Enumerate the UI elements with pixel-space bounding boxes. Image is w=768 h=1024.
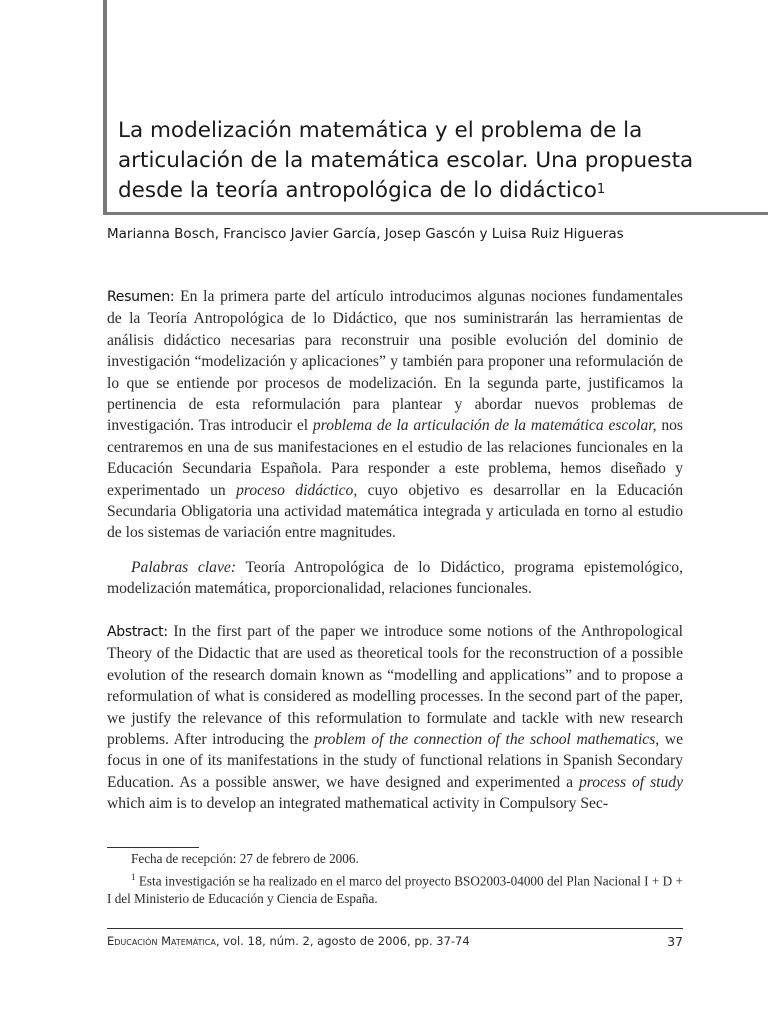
abstract-text-1: In the first part of the paper we introduce some notions of the Anthropological Theory of the Didactic that are used as theoretical tools for the reconstruction of a possible evolution of the research domain known as “modelling and applications” and to propose a reformulation of what is considered as modelling processes. In the second part of the paper, we justify the relevance of this reformulation to formulate and tackle with new research problems. After introducing the — [107, 623, 683, 749]
received-date: Fecha de recepción: 27 de febrero de 2006. — [131, 851, 359, 866]
page-number: 37 — [667, 934, 683, 949]
resumen-label: Resumen: — [107, 289, 175, 305]
title-vertical-rule — [103, 0, 107, 214]
article-title — [118, 116, 748, 206]
keywords-label: Palabras clave: — [131, 559, 237, 576]
article-title-text: La modelización matemática y el problema de la articulación de la matemática escolar. Una propuesta desde la teoría antropológica de lo didáctico — [118, 118, 694, 203]
footnote-1-mark: 1 — [131, 872, 136, 882]
keywords-text: Teoría Antropológica de lo Didáctico, programa epistemológico, modelización matemática, proporcionalidad, relaciones funcionales. — [107, 559, 684, 598]
page-footer — [107, 934, 683, 952]
abstract-text-2: we focus in one of its manifestations in the study of functional relations in Spanish Secondary Education. As a possible answer, we have designed and experimented a — [107, 731, 683, 791]
journal-name: Educación Matemática — [107, 934, 216, 948]
footer-rule — [107, 928, 683, 929]
abstract-paragraph — [107, 621, 683, 815]
authors: Marianna Bosch, Francisco Javier García, Josep Gascón y Luisa Ruiz Higueras — [107, 226, 624, 242]
abstract-emphasis-2: process of study — [578, 773, 683, 791]
journal-details: , vol. 18, núm. 2, agosto de 2006, pp. 37-74 — [215, 934, 470, 948]
footnote-1-text: Esta investigación se ha realizado en el marco del proyecto BSO2003-04000 del Plan Nacional I + D + I del Ministerio de Educación y Ciencia de España. — [107, 873, 683, 907]
footnote-1 — [107, 868, 683, 908]
resumen-text-2: nos centraremos en una de sus manifestaciones en el estudio de las relaciones funcionales en la Educación Secundaria Española. Para responder a este problema, hemos diseñado y experimentado un — [107, 417, 684, 499]
title-footnote-mark: 1 — [596, 182, 606, 197]
abstract-text-3: which aim is to develop an integrated mathematical activity in Compulsory Sec- — [107, 795, 609, 813]
keywords-paragraph — [107, 557, 683, 600]
footnote-rule — [107, 847, 199, 848]
abstract-emphasis-1: problem of the connection of the school mathematics, — [314, 731, 660, 749]
resumen-emphasis-2: proceso didáctico, — [236, 481, 358, 499]
resumen-paragraph — [107, 286, 683, 544]
title-horizontal-rule — [103, 212, 768, 215]
abstract-label: Abstract: — [107, 624, 168, 640]
resumen-emphasis-1: problema de la articulación de la matemática escolar, — [312, 417, 657, 435]
resumen-text-1: En la primera parte del artículo introducimos algunas nociones fundamentales de la Teoría Antropológica de lo Didáctico, que nos suministrarán las herramientas de análisis didáctico necesarias para reconstruir una posible evolución del dominio de investigación “modelización y aplicaciones” y también para proponer una reformulación de lo que se entiende por procesos de modelización. En la segunda parte, justificamos la pertinencia de esta reformulación para plantear y abordar nuevos problemas de investigación. Tras introducir el — [107, 288, 683, 435]
resumen-text-3: cuyo objetivo es desarrollar en la Educación Secundaria Obligatoria una actividad matemática integrada y articulada en torno al estudio de los sistemas de variación entre magnitudes. — [107, 481, 683, 542]
